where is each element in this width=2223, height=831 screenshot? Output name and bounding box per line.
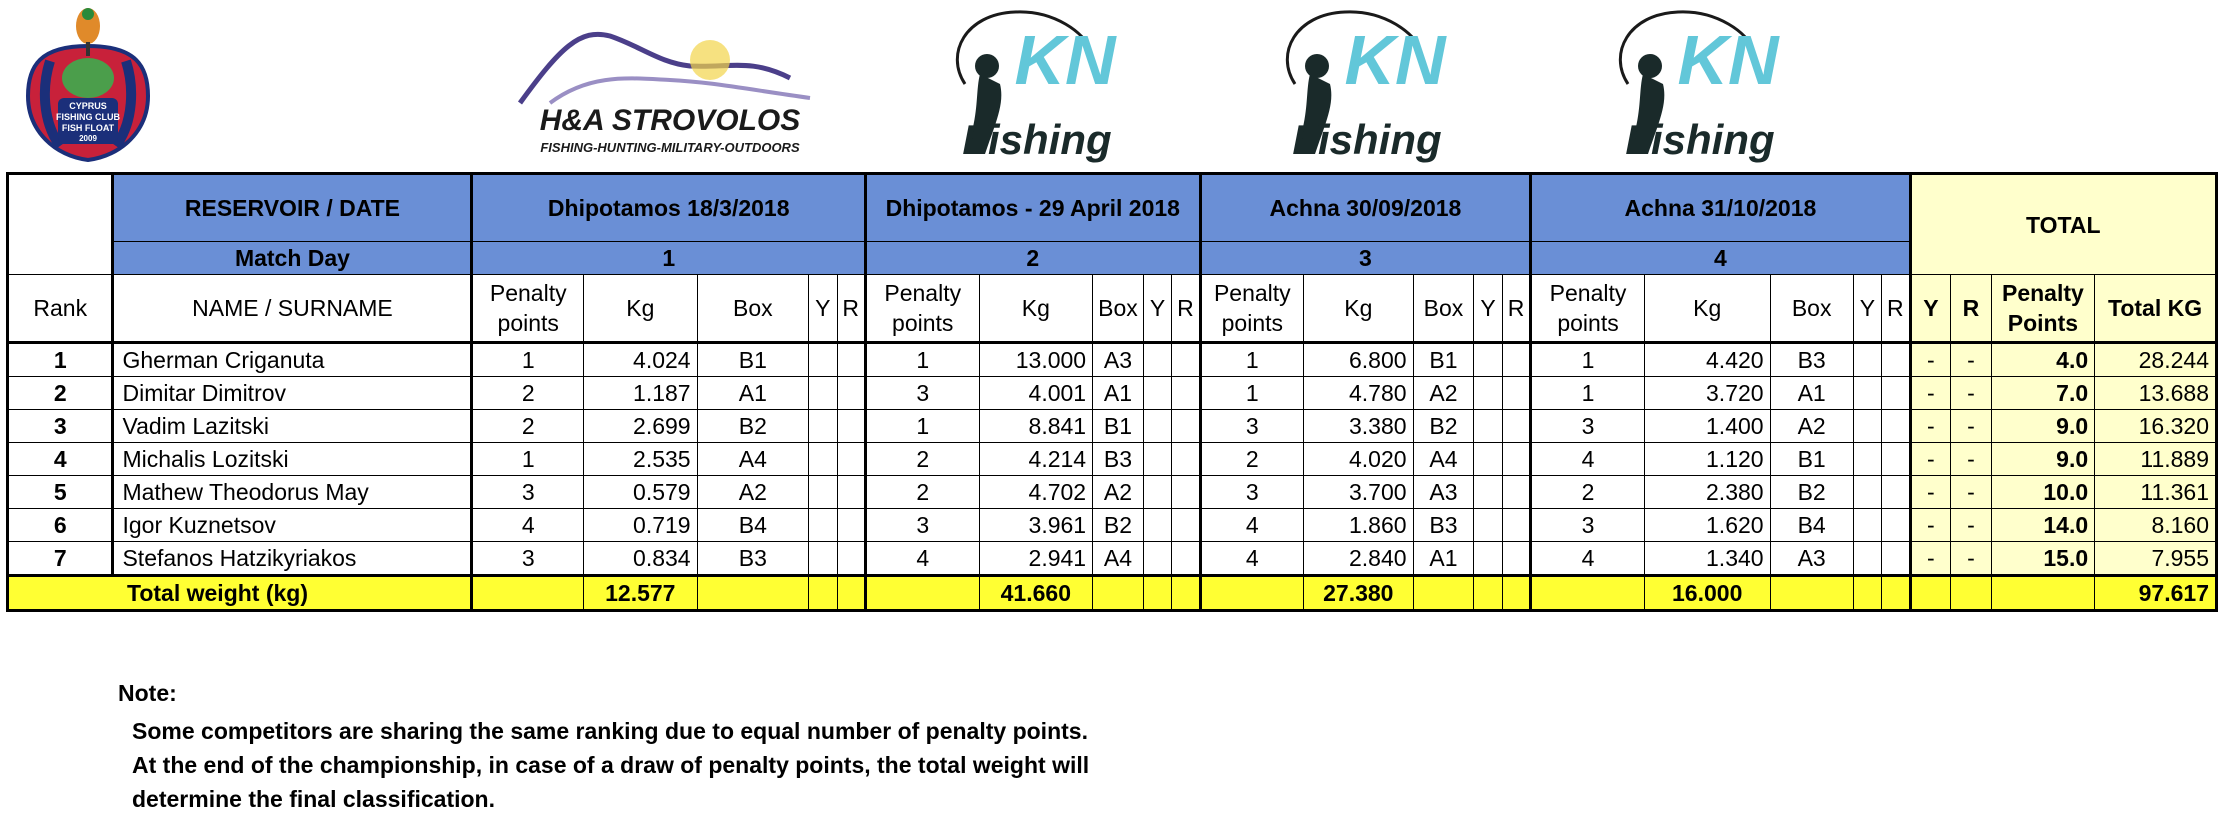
match-3-venue: Achna 30/09/2018 bbox=[1200, 174, 1531, 242]
box-cell: A2 bbox=[697, 476, 809, 509]
penalty-cell: 1 bbox=[472, 443, 584, 476]
box-cell: A4 bbox=[1413, 443, 1474, 476]
y-cell bbox=[1853, 377, 1881, 410]
box-cell: A3 bbox=[1770, 542, 1853, 576]
kg-header: Kg bbox=[1304, 275, 1414, 343]
kg-cell: 0.719 bbox=[584, 509, 698, 542]
total-kg-cell: 28.244 bbox=[2095, 343, 2217, 377]
box-cell: B2 bbox=[1093, 509, 1144, 542]
total-header: TOTAL bbox=[1910, 174, 2216, 275]
total-weight-label: Total weight (kg) bbox=[8, 576, 472, 611]
r-header: R bbox=[837, 275, 865, 343]
total-blank bbox=[837, 576, 865, 611]
penalty-header: Penalty points bbox=[1531, 275, 1645, 343]
kn-logo-bottom: Fishing bbox=[1625, 116, 1775, 163]
kg-cell: 1.187 bbox=[584, 377, 698, 410]
r-cell bbox=[1502, 542, 1530, 576]
name-cell: Michalis Lozitski bbox=[113, 443, 472, 476]
match-3-total-kg: 27.380 bbox=[1304, 576, 1414, 611]
table-row bbox=[8, 509, 2217, 542]
kg-header: Kg bbox=[1644, 275, 1770, 343]
penalty-header: Penalty points bbox=[865, 275, 979, 343]
rank-cell: 3 bbox=[8, 410, 113, 443]
total-blank bbox=[1770, 576, 1853, 611]
total-y-header: Y bbox=[1910, 275, 1951, 343]
kg-cell: 3.700 bbox=[1304, 476, 1414, 509]
r-cell bbox=[837, 476, 865, 509]
total-penalty-cell: 9.0 bbox=[1991, 410, 2094, 443]
total-r-cell: - bbox=[1951, 509, 1992, 542]
r-cell bbox=[837, 410, 865, 443]
total-penalty-cell: 10.0 bbox=[1991, 476, 2094, 509]
kg-cell: 8.841 bbox=[979, 410, 1093, 443]
y-cell bbox=[1853, 443, 1881, 476]
penalty-cell: 4 bbox=[1200, 542, 1303, 576]
kg-cell: 2.699 bbox=[584, 410, 698, 443]
box-cell: B2 bbox=[1413, 410, 1474, 443]
penalty-cell: 3 bbox=[472, 476, 584, 509]
total-penalty-cell: 4.0 bbox=[1991, 343, 2094, 377]
total-penalty-cell: 7.0 bbox=[1991, 377, 2094, 410]
penalty-cell: 4 bbox=[1200, 509, 1303, 542]
total-r-cell: - bbox=[1951, 542, 1992, 576]
box-cell: B3 bbox=[1413, 509, 1474, 542]
box-cell: B3 bbox=[1093, 443, 1144, 476]
y-cell bbox=[1143, 343, 1171, 377]
penalty-cell: 2 bbox=[865, 443, 979, 476]
match-1-total-kg: 12.577 bbox=[584, 576, 698, 611]
y-cell bbox=[1853, 509, 1881, 542]
penalty-cell: 3 bbox=[1531, 410, 1645, 443]
kn-logo-top: KN bbox=[1014, 21, 1116, 99]
total-blank bbox=[1853, 576, 1881, 611]
kg-cell: 4.780 bbox=[1304, 377, 1414, 410]
name-cell: Dimitar Dimitrov bbox=[113, 377, 472, 410]
total-blank bbox=[472, 576, 584, 611]
kg-cell: 1.860 bbox=[1304, 509, 1414, 542]
kg-cell: 2.380 bbox=[1644, 476, 1770, 509]
penalty-cell: 1 bbox=[1200, 377, 1303, 410]
y-header: Y bbox=[1474, 275, 1502, 343]
match-day-header: Match Day bbox=[113, 242, 472, 275]
total-r-cell: - bbox=[1951, 377, 1992, 410]
penalty-cell: 1 bbox=[865, 343, 979, 377]
box-cell: B1 bbox=[1093, 410, 1144, 443]
y-header: Y bbox=[809, 275, 837, 343]
total-y-cell: - bbox=[1910, 343, 1951, 377]
penalty-cell: 2 bbox=[865, 476, 979, 509]
box-cell: A4 bbox=[697, 443, 809, 476]
r-cell bbox=[1172, 476, 1200, 509]
club-logo-text: 2009 bbox=[79, 134, 97, 143]
total-blank bbox=[1172, 576, 1200, 611]
r-cell bbox=[1882, 377, 1910, 410]
header-row-match-day bbox=[8, 242, 2217, 275]
r-cell bbox=[837, 443, 865, 476]
grand-total-kg: 97.617 bbox=[2095, 576, 2217, 611]
name-cell: Mathew Theodorus May bbox=[113, 476, 472, 509]
r-cell bbox=[1172, 377, 1200, 410]
penalty-cell: 2 bbox=[1531, 476, 1645, 509]
total-blank bbox=[1502, 576, 1530, 611]
kg-cell: 4.001 bbox=[979, 377, 1093, 410]
y-header: Y bbox=[1143, 275, 1171, 343]
y-cell bbox=[1853, 542, 1881, 576]
y-cell bbox=[1143, 542, 1171, 576]
total-penalty-cell: 9.0 bbox=[1991, 443, 2094, 476]
total-penalty-cell: 14.0 bbox=[1991, 509, 2094, 542]
total-kg-cell: 16.320 bbox=[2095, 410, 2217, 443]
box-cell: A1 bbox=[1093, 377, 1144, 410]
kg-cell: 4.020 bbox=[1304, 443, 1414, 476]
penalty-cell: 2 bbox=[472, 410, 584, 443]
note-line: Some competitors are sharing the same ranking due to equal number of penalty points. bbox=[132, 718, 1088, 744]
r-cell bbox=[837, 542, 865, 576]
kg-cell: 3.380 bbox=[1304, 410, 1414, 443]
box-cell: B3 bbox=[697, 542, 809, 576]
box-cell: A1 bbox=[1413, 542, 1474, 576]
box-cell: B3 bbox=[1770, 343, 1853, 377]
box-cell: B2 bbox=[697, 410, 809, 443]
penalty-cell: 4 bbox=[472, 509, 584, 542]
kg-cell: 1.400 bbox=[1644, 410, 1770, 443]
kg-cell: 6.800 bbox=[1304, 343, 1414, 377]
kg-cell: 2.840 bbox=[1304, 542, 1414, 576]
total-r-cell: - bbox=[1951, 476, 1992, 509]
total-blank bbox=[1531, 576, 1645, 611]
y-cell bbox=[809, 443, 837, 476]
total-r-cell: - bbox=[1951, 443, 1992, 476]
data-rows bbox=[8, 343, 2217, 576]
match-3-day: 3 bbox=[1200, 242, 1531, 275]
y-cell bbox=[1143, 476, 1171, 509]
penalty-cell: 4 bbox=[1531, 542, 1645, 576]
rank-cell: 6 bbox=[8, 509, 113, 542]
total-blank bbox=[1413, 576, 1474, 611]
box-cell: A1 bbox=[697, 377, 809, 410]
box-cell: B1 bbox=[1413, 343, 1474, 377]
header-row-columns bbox=[8, 275, 2217, 343]
y-cell bbox=[1474, 443, 1502, 476]
kn-logo-bottom: Fishing bbox=[1292, 116, 1442, 163]
table-row bbox=[8, 377, 2217, 410]
total-blank bbox=[1991, 576, 2094, 611]
total-y-cell: - bbox=[1910, 542, 1951, 576]
total-kg-cell: 8.160 bbox=[2095, 509, 2217, 542]
y-cell bbox=[1474, 509, 1502, 542]
total-blank bbox=[1951, 576, 1992, 611]
penalty-cell: 3 bbox=[865, 377, 979, 410]
match-2-day: 2 bbox=[865, 242, 1200, 275]
rank-cell: 4 bbox=[8, 443, 113, 476]
y-cell bbox=[809, 542, 837, 576]
box-cell: A4 bbox=[1093, 542, 1144, 576]
box-header: Box bbox=[697, 275, 809, 343]
table-row bbox=[8, 476, 2217, 509]
sponsor-logos bbox=[0, 0, 2223, 172]
table-row bbox=[8, 410, 2217, 443]
name-cell: Vadim Lazitski bbox=[113, 410, 472, 443]
total-blank bbox=[1910, 576, 1951, 611]
box-cell: A1 bbox=[1770, 377, 1853, 410]
y-cell bbox=[1474, 542, 1502, 576]
y-cell bbox=[809, 377, 837, 410]
match-2-venue: Dhipotamos - 29 April 2018 bbox=[865, 174, 1200, 242]
r-cell bbox=[1502, 443, 1530, 476]
y-cell bbox=[809, 509, 837, 542]
total-blank bbox=[809, 576, 837, 611]
total-y-cell: - bbox=[1910, 443, 1951, 476]
rank-header: Rank bbox=[8, 275, 113, 343]
y-cell bbox=[1143, 509, 1171, 542]
penalty-header: Penalty points bbox=[1200, 275, 1303, 343]
r-cell bbox=[1502, 476, 1530, 509]
club-logo-text: CYPRUS bbox=[69, 101, 107, 111]
kg-cell: 13.000 bbox=[979, 343, 1093, 377]
penalty-header: Penalty points bbox=[472, 275, 584, 343]
penalty-cell: 3 bbox=[865, 509, 979, 542]
y-cell bbox=[1474, 343, 1502, 377]
match-4-total-kg: 16.000 bbox=[1644, 576, 1770, 611]
total-kg-cell: 13.688 bbox=[2095, 377, 2217, 410]
kn-fishing-logo-icon bbox=[1588, 4, 1788, 169]
r-cell bbox=[1172, 542, 1200, 576]
y-cell bbox=[1474, 377, 1502, 410]
header-row-venues bbox=[8, 174, 2217, 242]
total-blank bbox=[697, 576, 809, 611]
penalty-cell: 1 bbox=[472, 343, 584, 377]
total-kg-header: Total KG bbox=[2095, 275, 2217, 343]
r-cell bbox=[837, 343, 865, 377]
total-y-cell: - bbox=[1910, 509, 1951, 542]
kg-cell: 2.535 bbox=[584, 443, 698, 476]
y-cell bbox=[1853, 343, 1881, 377]
total-y-cell: - bbox=[1910, 476, 1951, 509]
kn-logo-top: KN bbox=[1677, 21, 1779, 99]
r-cell bbox=[1502, 377, 1530, 410]
y-cell bbox=[1143, 443, 1171, 476]
box-cell: A3 bbox=[1413, 476, 1474, 509]
r-header: R bbox=[1172, 275, 1200, 343]
penalty-cell: 2 bbox=[1200, 443, 1303, 476]
penalty-cell: 3 bbox=[1200, 476, 1303, 509]
box-cell: B4 bbox=[1770, 509, 1853, 542]
r-cell bbox=[1882, 343, 1910, 377]
kg-cell: 3.720 bbox=[1644, 377, 1770, 410]
strovolos-logo-icon bbox=[490, 18, 850, 158]
penalty-cell: 1 bbox=[1531, 377, 1645, 410]
total-weight-row bbox=[8, 576, 2217, 611]
total-blank bbox=[1143, 576, 1171, 611]
rank-cell: 2 bbox=[8, 377, 113, 410]
y-cell bbox=[809, 476, 837, 509]
penalty-cell: 3 bbox=[472, 542, 584, 576]
total-r-cell: - bbox=[1951, 343, 1992, 377]
box-cell: A2 bbox=[1093, 476, 1144, 509]
kg-cell: 3.961 bbox=[979, 509, 1093, 542]
kn-fishing-logo-icon bbox=[1255, 4, 1455, 169]
kg-cell: 4.214 bbox=[979, 443, 1093, 476]
total-y-cell: - bbox=[1910, 410, 1951, 443]
match-4-day: 4 bbox=[1531, 242, 1910, 275]
total-kg-cell: 7.955 bbox=[2095, 542, 2217, 576]
y-cell bbox=[1474, 410, 1502, 443]
total-blank bbox=[1474, 576, 1502, 611]
total-r-cell: - bbox=[1951, 410, 1992, 443]
box-cell: B2 bbox=[1770, 476, 1853, 509]
box-cell: A3 bbox=[1093, 343, 1144, 377]
kn-logo-top: KN bbox=[1344, 21, 1446, 99]
table-row bbox=[8, 443, 2217, 476]
kg-cell: 1.620 bbox=[1644, 509, 1770, 542]
r-cell bbox=[1502, 410, 1530, 443]
name-cell: Gherman Criganuta bbox=[113, 343, 472, 377]
kg-cell: 2.941 bbox=[979, 542, 1093, 576]
kn-fishing-logo-icon bbox=[925, 4, 1125, 169]
total-kg-cell: 11.889 bbox=[2095, 443, 2217, 476]
r-cell bbox=[1882, 443, 1910, 476]
kg-cell: 4.702 bbox=[979, 476, 1093, 509]
notes-title: Note: bbox=[118, 680, 177, 706]
note-line: At the end of the championship, in case of a draw of penalty points, the total weight will bbox=[132, 752, 1090, 778]
r-header: R bbox=[1502, 275, 1530, 343]
kg-cell: 0.579 bbox=[584, 476, 698, 509]
y-cell bbox=[809, 343, 837, 377]
r-cell bbox=[1882, 476, 1910, 509]
rank-cell: 7 bbox=[8, 542, 113, 576]
y-cell bbox=[1853, 410, 1881, 443]
match-4-venue: Achna 31/10/2018 bbox=[1531, 174, 1910, 242]
r-cell bbox=[837, 377, 865, 410]
total-blank bbox=[1200, 576, 1303, 611]
rank-cell: 5 bbox=[8, 476, 113, 509]
club-logo-text: FISHING CLUB bbox=[56, 112, 120, 122]
total-blank bbox=[865, 576, 979, 611]
kg-header: Kg bbox=[584, 275, 698, 343]
y-cell bbox=[1474, 476, 1502, 509]
r-cell bbox=[1502, 509, 1530, 542]
box-cell: A2 bbox=[1413, 377, 1474, 410]
kg-cell: 1.120 bbox=[1644, 443, 1770, 476]
y-header: Y bbox=[1853, 275, 1881, 343]
rank-cell: 1 bbox=[8, 343, 113, 377]
strovolos-subtitle: FISHING-HUNTING-MILITARY-OUTDOORS bbox=[540, 140, 800, 155]
penalty-cell: 1 bbox=[1200, 343, 1303, 377]
box-cell: B1 bbox=[1770, 443, 1853, 476]
y-cell bbox=[809, 410, 837, 443]
r-cell bbox=[1172, 343, 1200, 377]
kn-logo-bottom: Fishing bbox=[962, 116, 1112, 163]
r-cell bbox=[1882, 509, 1910, 542]
y-cell bbox=[1143, 410, 1171, 443]
penalty-cell: 4 bbox=[1531, 443, 1645, 476]
total-kg-cell: 11.361 bbox=[2095, 476, 2217, 509]
rank-header-blank bbox=[8, 174, 113, 275]
box-header: Box bbox=[1770, 275, 1853, 343]
match-1-venue: Dhipotamos 18/3/2018 bbox=[472, 174, 865, 242]
r-cell bbox=[837, 509, 865, 542]
note-line: determine the final classification. bbox=[132, 786, 495, 812]
total-penalty-header: Penalty Points bbox=[1991, 275, 2094, 343]
table-row bbox=[8, 343, 2217, 377]
name-cell: Igor Kuznetsov bbox=[113, 509, 472, 542]
box-header: Box bbox=[1413, 275, 1474, 343]
penalty-cell: 1 bbox=[1531, 343, 1645, 377]
box-header: Box bbox=[1093, 275, 1144, 343]
penalty-cell: 3 bbox=[1200, 410, 1303, 443]
y-cell bbox=[1853, 476, 1881, 509]
club-logo-icon bbox=[20, 6, 156, 162]
name-cell: Stefanos Hatzikyriakos bbox=[113, 542, 472, 576]
penalty-cell: 4 bbox=[865, 542, 979, 576]
strovolos-title: H&A STROVOLOS bbox=[539, 104, 801, 137]
match-1-day: 1 bbox=[472, 242, 865, 275]
kg-cell: 0.834 bbox=[584, 542, 698, 576]
total-penalty-cell: 15.0 bbox=[1991, 542, 2094, 576]
results-table bbox=[6, 172, 2218, 612]
r-cell bbox=[1882, 410, 1910, 443]
kg-header: Kg bbox=[979, 275, 1093, 343]
r-cell bbox=[1172, 509, 1200, 542]
r-cell bbox=[1502, 343, 1530, 377]
match-2-total-kg: 41.660 bbox=[979, 576, 1093, 611]
penalty-cell: 1 bbox=[865, 410, 979, 443]
penalty-cell: 3 bbox=[1531, 509, 1645, 542]
club-logo-text: FISH FLOAT bbox=[61, 123, 115, 133]
r-cell bbox=[1882, 542, 1910, 576]
table-row bbox=[8, 542, 2217, 576]
kg-cell: 4.024 bbox=[584, 343, 698, 377]
box-cell: B4 bbox=[697, 509, 809, 542]
total-blank bbox=[1882, 576, 1910, 611]
notes-section bbox=[118, 676, 1089, 816]
kg-cell: 1.340 bbox=[1644, 542, 1770, 576]
total-blank bbox=[1093, 576, 1144, 611]
reservoir-date-header: RESERVOIR / DATE bbox=[113, 174, 472, 242]
y-cell bbox=[1143, 377, 1171, 410]
r-header: R bbox=[1882, 275, 1910, 343]
box-cell: B1 bbox=[697, 343, 809, 377]
name-header: NAME / SURNAME bbox=[113, 275, 472, 343]
penalty-cell: 2 bbox=[472, 377, 584, 410]
r-cell bbox=[1172, 410, 1200, 443]
r-cell bbox=[1172, 443, 1200, 476]
total-y-cell: - bbox=[1910, 377, 1951, 410]
box-cell: A2 bbox=[1770, 410, 1853, 443]
total-r-header: R bbox=[1951, 275, 1992, 343]
kg-cell: 4.420 bbox=[1644, 343, 1770, 377]
